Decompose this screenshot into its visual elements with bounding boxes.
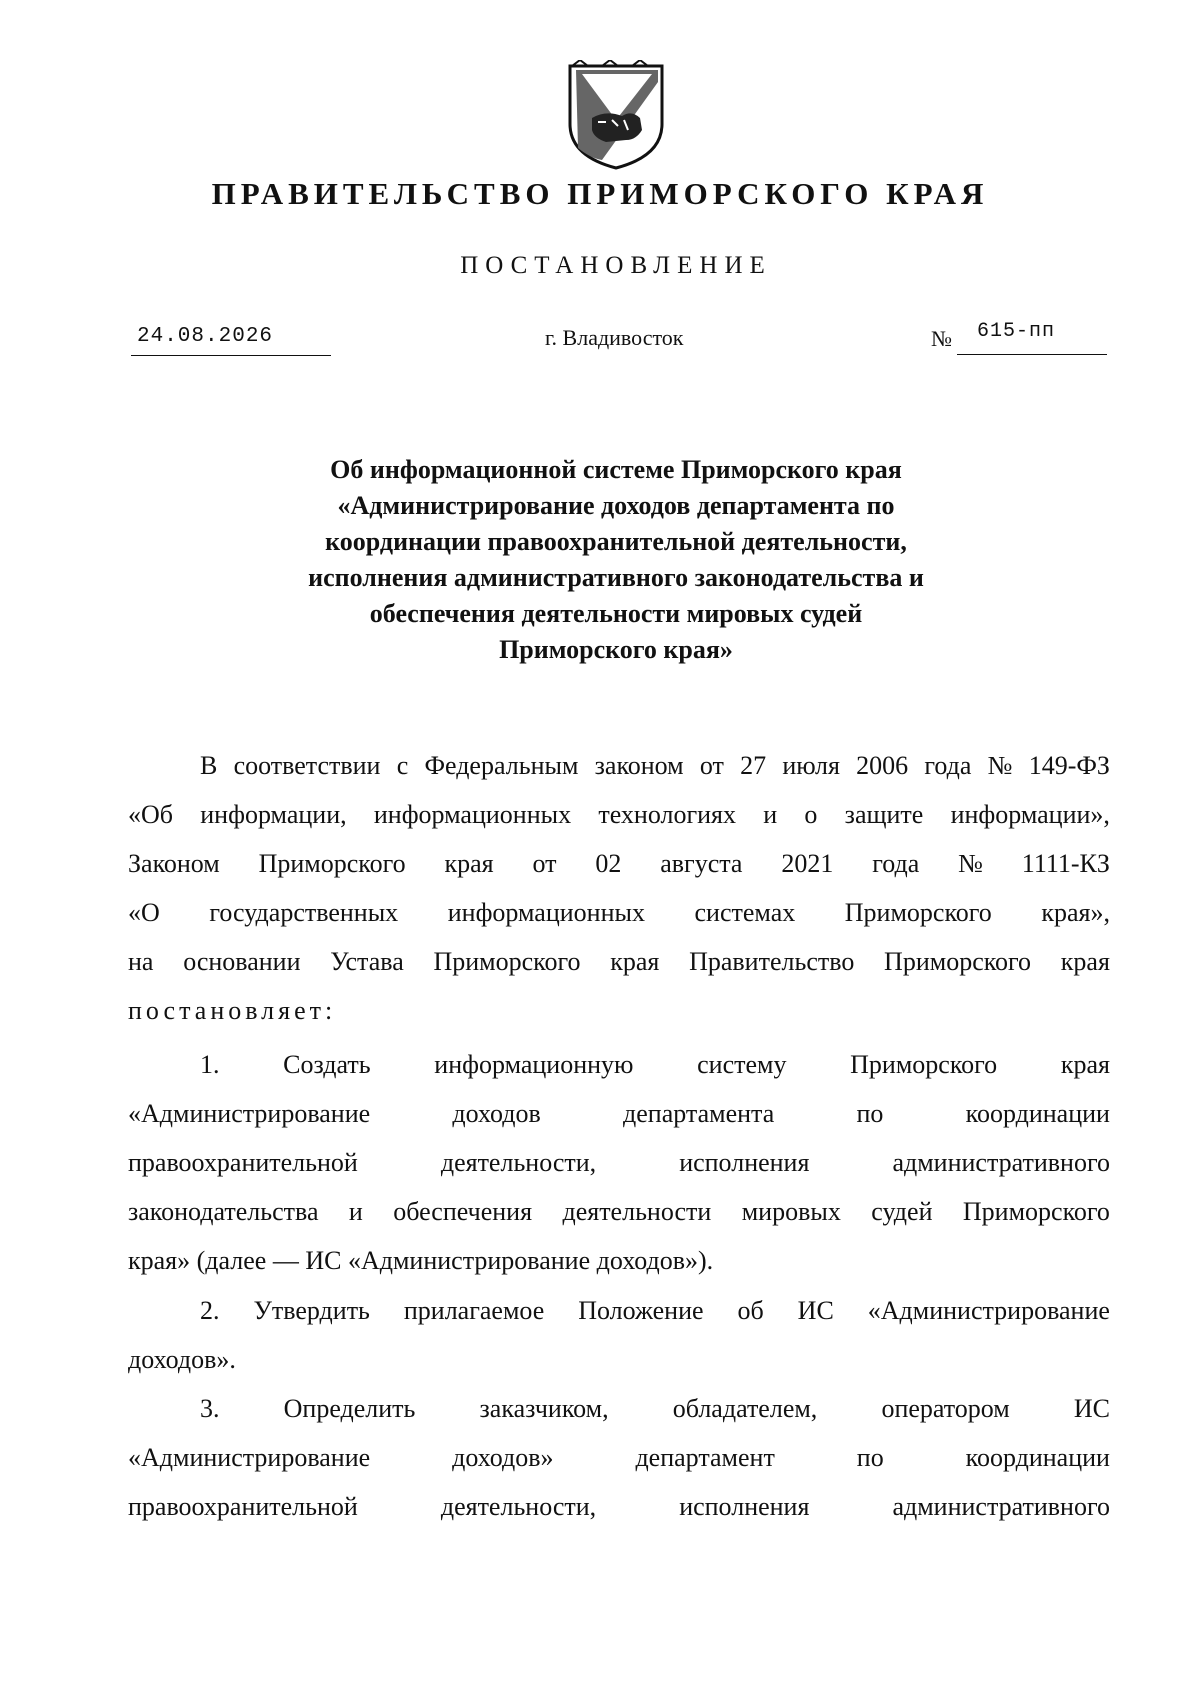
word: Приморского bbox=[962, 1197, 1110, 1226]
word: обеспечения bbox=[393, 1197, 533, 1226]
word: 1111-КЗ bbox=[1021, 849, 1110, 878]
document-city: г. Владивосток bbox=[545, 325, 684, 350]
word: и bbox=[348, 1197, 363, 1226]
word: края bbox=[610, 947, 660, 976]
word: по bbox=[856, 1443, 884, 1472]
word: деятельности bbox=[562, 1197, 712, 1226]
word: прилагаемое bbox=[403, 1296, 545, 1325]
word: информации, bbox=[200, 800, 347, 829]
word: Правительство bbox=[689, 947, 855, 976]
word: информационную bbox=[434, 1050, 634, 1079]
word: года bbox=[924, 751, 972, 780]
word: мировых bbox=[741, 1197, 841, 1226]
word: 149-ФЗ bbox=[1028, 751, 1110, 780]
word: административного bbox=[892, 1148, 1110, 1177]
word: координации bbox=[965, 1443, 1110, 1472]
word: информационных bbox=[373, 800, 572, 829]
text-line bbox=[128, 986, 1110, 1035]
clause-1 bbox=[128, 1040, 1110, 1285]
word: исполнения bbox=[679, 1492, 810, 1521]
word: Определить bbox=[283, 1394, 416, 1423]
text-line bbox=[128, 1384, 1110, 1433]
word: доходов bbox=[452, 1099, 541, 1128]
word: Приморского bbox=[884, 947, 1032, 976]
organization-title: ПРАВИТЕЛЬСТВО ПРИМОРСКОГО КРАЯ bbox=[211, 176, 989, 211]
word: Приморского bbox=[433, 947, 581, 976]
word: Создать bbox=[283, 1050, 371, 1079]
heading-line: «Администрирование доходов департамента по bbox=[337, 491, 895, 520]
word: законом bbox=[594, 751, 684, 780]
word: Федеральным bbox=[424, 751, 579, 780]
word: «О bbox=[128, 898, 160, 927]
word: 2021 bbox=[781, 849, 834, 878]
word: «Администрирование bbox=[128, 1443, 371, 1472]
word: Положение bbox=[578, 1296, 704, 1325]
heading-line: исполнения административного законодательства и bbox=[308, 563, 924, 592]
word: департамента bbox=[623, 1099, 775, 1128]
word: «Об bbox=[128, 800, 174, 829]
word: информационных bbox=[447, 898, 645, 927]
word: о bbox=[804, 800, 818, 829]
word: В bbox=[200, 751, 218, 780]
text-line bbox=[128, 741, 1110, 790]
word: «Администрирование bbox=[128, 1099, 371, 1128]
word: Утвердить bbox=[253, 1296, 370, 1325]
heading-line: обеспечения деятельности мировых судей bbox=[369, 599, 863, 628]
word: и bbox=[763, 800, 778, 829]
word: Законом bbox=[128, 849, 220, 878]
word: 1. bbox=[200, 1050, 220, 1079]
word: Приморского bbox=[844, 898, 992, 927]
word: августа bbox=[660, 849, 743, 878]
resolution-word: постановляет: bbox=[128, 996, 337, 1025]
word: от bbox=[532, 849, 557, 878]
text-line: края» (далее — ИС «Администрирование доходов»). bbox=[128, 1246, 714, 1275]
text-line: доходов». bbox=[128, 1345, 236, 1374]
word: законодательства bbox=[128, 1197, 319, 1226]
word: края», bbox=[1041, 898, 1110, 927]
word: на bbox=[128, 947, 154, 976]
document-date: 24.08.2026 bbox=[137, 325, 274, 348]
word: ИС bbox=[797, 1296, 834, 1325]
heading-line: Приморского края» bbox=[499, 635, 733, 664]
word: системах bbox=[694, 898, 796, 927]
word: 27 bbox=[740, 751, 767, 780]
word: доходов» bbox=[452, 1443, 554, 1472]
text-line bbox=[128, 937, 1110, 986]
word: технологиях bbox=[598, 800, 736, 829]
clause-2 bbox=[128, 1286, 1110, 1384]
word: края bbox=[444, 849, 494, 878]
word: государственных bbox=[209, 898, 399, 927]
word: 3. bbox=[200, 1394, 220, 1423]
word: года bbox=[872, 849, 920, 878]
word: 2006 bbox=[856, 751, 909, 780]
word: заказчиком, bbox=[479, 1394, 609, 1423]
clause-3 bbox=[128, 1384, 1110, 1531]
word: исполнения bbox=[679, 1148, 810, 1177]
word: июля bbox=[782, 751, 840, 780]
text-line bbox=[128, 790, 1110, 839]
document-type: ПОСТАНОВЛЕНИЕ bbox=[460, 252, 772, 279]
word: департамент bbox=[635, 1443, 775, 1472]
word: № bbox=[958, 849, 983, 878]
text-line bbox=[128, 1040, 1110, 1089]
word: Устава bbox=[330, 947, 404, 976]
document-date-field bbox=[131, 325, 331, 356]
word: основании bbox=[183, 947, 301, 976]
word: Приморского bbox=[850, 1050, 998, 1079]
word: № bbox=[987, 751, 1013, 780]
word: обладателем, bbox=[672, 1394, 818, 1423]
text-line bbox=[128, 1089, 1110, 1138]
word: правоохранительной bbox=[128, 1148, 358, 1177]
word: административного bbox=[892, 1492, 1110, 1521]
text-line bbox=[128, 1286, 1110, 1335]
word: соответствии bbox=[233, 751, 381, 780]
word: судей bbox=[871, 1197, 933, 1226]
word: ИС bbox=[1073, 1394, 1110, 1423]
text-line bbox=[128, 839, 1110, 888]
word: об bbox=[737, 1296, 764, 1325]
number-sign: № bbox=[931, 326, 952, 351]
word: Приморского bbox=[258, 849, 406, 878]
word: края bbox=[1060, 947, 1110, 976]
word: 2. bbox=[200, 1296, 220, 1325]
document-heading bbox=[200, 452, 1032, 668]
preamble-paragraph bbox=[128, 741, 1110, 1035]
word: 02 bbox=[595, 849, 622, 878]
heading-line: Об информационной системе Приморского края bbox=[330, 455, 902, 484]
primorsky-krai-coat-of-arms-icon bbox=[566, 60, 666, 172]
text-line bbox=[128, 1482, 1110, 1531]
text-line bbox=[128, 1187, 1110, 1236]
word: с bbox=[396, 751, 409, 780]
word: оператором bbox=[881, 1394, 1010, 1423]
word: координации bbox=[965, 1099, 1110, 1128]
document-number-field bbox=[957, 320, 1107, 355]
word: правоохранительной bbox=[128, 1492, 358, 1521]
text-line bbox=[128, 1433, 1110, 1482]
word: края bbox=[1060, 1050, 1110, 1079]
word: защите bbox=[844, 800, 924, 829]
text-line bbox=[128, 888, 1110, 937]
word: информации», bbox=[950, 800, 1110, 829]
text-line bbox=[128, 1138, 1110, 1187]
word: деятельности, bbox=[440, 1492, 597, 1521]
heading-line: координации правоохранительной деятельности, bbox=[325, 527, 907, 556]
word: от bbox=[699, 751, 724, 780]
word: по bbox=[856, 1099, 884, 1128]
word: систему bbox=[697, 1050, 787, 1079]
document-number: 615-пп bbox=[977, 320, 1056, 343]
word: «Администрирование bbox=[867, 1296, 1110, 1325]
word: деятельности, bbox=[440, 1148, 597, 1177]
